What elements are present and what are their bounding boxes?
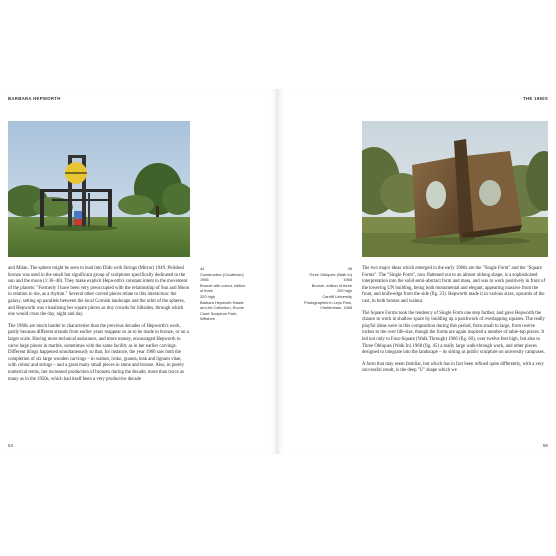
caption-line: 320 high	[200, 293, 215, 299]
caption-line: Three Obliques (Walk In)	[308, 271, 352, 277]
caption-line: Court Sculpture Park,	[200, 310, 238, 316]
caption-line: Bronze with colour, edition	[200, 282, 246, 288]
right-paragraph-2: The Square Forms took the tendency of Single Form one step further, and gave Hepworth the chance to work in shallow space by building up a patchwork of overlapping squares. The really playful ideas were in this composition during this period, from small to large, from twelve inches to the over life-size, though the forms are again inspired a number of table-top pieces. It led not only to Four-Square (Walk Through) 1966 (fig. 60), over twelve feet high, but also to Three Obliques (Walk In) 1968 (fig. 45) a really large walk-through work, and other pieces designed to integrate into the landscape – its sitting as public sculpture on university campuses.	[362, 310, 545, 356]
right-body-text	[362, 266, 548, 380]
caption-line: Barbara Hepworth Estate	[200, 299, 244, 305]
left-page-number: 54	[8, 443, 14, 448]
right-figure-caption	[282, 266, 352, 311]
right-paragraph-1: The two major ideas which emerged in the early 1960s are the "Single Form" and the "Square Forms". The "Single Form", now flattened out to an almost oblong shape, is a sophisticated interpretation into the solid semi-abstract form and mass, and was to work positively in front of the towering UN building, being both monumental and elegant, appearing massive from the front, and knife-edge from the side (fig. 23). Hepworth made it in various sizes, upwards of the cast, in both bronze and walnut.	[362, 266, 546, 304]
caption-line: Cheltenham, 1968	[320, 305, 352, 311]
caption-line: Bronze, edition of three	[311, 282, 352, 288]
sculpture-photo-three-obliques	[362, 121, 548, 257]
caption-line: Photographed in Leys Park,	[303, 299, 352, 305]
caption-line: 44	[200, 266, 205, 271]
right-paragraph-3: A form that may seem familiar, but which has in fact been refined quite differently, with a very successful result, is the deep "U" shape which we	[362, 361, 545, 374]
caption-line: of three	[200, 288, 214, 294]
left-running-head: BARBARA HEPWORTH	[8, 96, 61, 101]
left-paragraph-1: and Milan. The sphere might be seen to lead into Dido with Strings (Mirror) 1949. Polished bronze was used in the small but significant group of sculptures specifically dedicated to the sun and the moon (1:36–40). They make explicit Hepworth's constant intent in the movement of the planets: "Formerly I have been very preoccupied with the relationship of Sun and Moon in relation to me, as a rhythm." Several other carved pieces relate to this interaction: the galaxy, setting up parallels between the local Cornish landscape and the orbit of the spheres, and Hepworth was visualising her square pieces as tiny crowds for hillsides, through which one would cross the day, night and day.	[8, 266, 190, 318]
left-figure-caption	[200, 266, 270, 322]
right-page-number: 55	[542, 443, 548, 448]
left-paragraph-2: The 1960s are much harder to characterise than the previous decades of Hepworth's work, partly because different strands from earlier years reappear so as to be made in bronze, or on a larger scale. Having more technical assistance, and more money, encouraged Hepworth to carve large pieces in marble, sometimes with the same facility as in her earlier carvings. Different things happened simultaneously so that, for instance, the year 1960 saw both the completion of six large wooden carvings – in walnut, iroko, guarea, teak and lignum vitae, with colour and strings – and a great many small pieces in stone and bronze. Also, in purely numerical terms, her increased production of bronzes during the decade, more than twice as many as in the 1950s, which had itself been a very productive decade	[8, 323, 189, 382]
caption-line: 1966	[200, 277, 209, 283]
caption-line: Cardiff University	[322, 293, 352, 299]
caption-line: and Art Collection, Roche	[200, 305, 244, 311]
sculpture-photo-construction	[8, 121, 190, 257]
left-body-text	[8, 266, 190, 388]
right-running-head: THE 1960S	[523, 96, 548, 101]
caption-line: Wiltshire	[200, 316, 215, 322]
caption-line: 45	[347, 266, 352, 271]
book-gutter	[277, 89, 278, 454]
caption-line: 292 high	[337, 288, 352, 294]
caption-line: 1968	[343, 277, 352, 283]
caption-line: Construction (Crucifixion)	[200, 271, 244, 277]
